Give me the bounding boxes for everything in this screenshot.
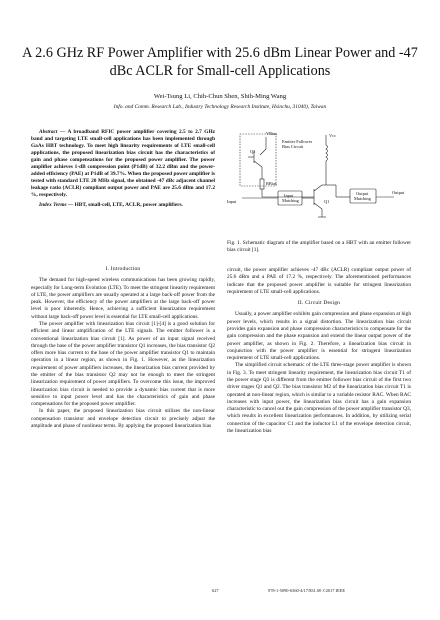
label-q2: Q2 xyxy=(250,149,256,154)
label-emitter-follower-1: Emitter Follower xyxy=(282,139,313,144)
index-terms-text: — HBT, small-cell, LTE, ACLR, power amplifiers. xyxy=(66,202,183,209)
label-input-matching-1: Input xyxy=(284,193,294,198)
section-heading-introduction: I. Introduction xyxy=(105,266,141,272)
watermark: · · · xyxy=(58,27,76,43)
left-paragraph-1: The demand for high-speed wireless communications has been growing rapidly, especially for Long-term Evolution (LTE). To meet the stringent linearity requirement of LTE, the power amplifiers are usually operated at a large back-off power from the peak. However, the efficiency of the power amplifiers at the large back-off power level is poor inherently. Hence, achieving a sufficient linearization requirement without large back-off power level is essential for LTE small-cell applications. xyxy=(31,277,215,320)
label-output-matching-1: Output xyxy=(356,191,369,196)
figure-1-schematic xyxy=(226,131,412,227)
label-input: Input xyxy=(227,199,237,204)
abstract-text: — A broadband RFIC power amplifier covering 2.5 to 2.7 GHz band and targeting LTE small-cell applications has been implemented through GaAs HBT technology. To meet high linearity requirements of LTE small-cell applications, the proposed linearization bias circuit has the characteristics of gain and phase compensations for the proposed power amplifier. The power amplifier achieves 1-dB compression point (P1dB) of 32.2 dBm and the power-added efficiency (PAE) at P1dB of 39.7%. When the proposed power amplifier is tested with standard LTE 20 MHz signal, the obtained -47 dBc adjacent channel leakage ratio (ACLR) compliant output power and PAE are 25.6 dBm and 17.2 %, respectively. xyxy=(31,129,215,199)
label-vcc: Vcc xyxy=(329,133,337,138)
label-input-matching-2: Matching xyxy=(282,198,299,203)
section-heading-circuit-design: II. Circuit Design xyxy=(297,300,341,307)
right-paragraph-2: Usually, a power amplifier exhibits gain compression and phase expansion at high power levels, which results in a signal distortion. The linearization bias circuit provides gain expansion and phase compression characteristics to compensate for the gain compression and the phase expansion and extend the linear output power of the power amplifier, as shown in Fig. 2. Therefore, a linearization bias circuit in conjunction with the power amplifier is essential for stringent linearization requirement of LTE small-cell applications. xyxy=(227,311,411,362)
label-output: Output xyxy=(392,190,405,195)
label-output-matching-2: Matching xyxy=(354,196,371,201)
index-terms xyxy=(31,202,215,209)
title-line-2: dBc ACLR for Small-cell Applications xyxy=(109,63,331,79)
label-emitter-follower-2: Bias Circuit xyxy=(282,144,304,149)
abstract-paragraph xyxy=(31,129,215,199)
left-paragraph-3: In this paper, the proposed linearization bias circuit utilizes the non-linear compensation transistor and envelope detection circuit to precisely adjust the amplitude and phase of nonlinear terms. By applying the proposed linearization bias xyxy=(31,408,215,429)
right-paragraph-3: The simplified circuit schematic of the LTE three-stage power amplifier is shown in Fig. 3. To meet stringent linearity requirement, the linearization bias circuit T1 of the power stage Q3 is different from the emitter follower bias circuit of the first two driver stages Q1 and Q2. The bias transistor M2 of the linearization bias circuit T1 is operated at non-linear region, which is similar to a variable resistor RAC. When RAC increases with input power, the linearization bias circuit has a gain expansion characteristic to cancel out the gain compression of the power amplifier transistor Q3, which results in excellent linearization performances. In addition, by utilizing serial connection of the capacitor C1 and the inductor L1 of the envelope detection circuit, the linearization bias xyxy=(227,362,411,434)
abstract-block xyxy=(31,129,215,210)
paper-authors: Wei-Tsung Li, Chih-Chun Shen, Shih-Ming Wang xyxy=(153,93,287,100)
left-column xyxy=(31,262,215,430)
title-line-1: A 2.6 GHz RF Power Amplifier with 25.6 dBm Linear Power and -47 xyxy=(22,45,418,61)
left-paragraph-2: The power amplifier with linearization bias circuit [1]-[4] is a good solution for efficient and linear amplification of the LTE signals. The emitter follower is a conventional linearization bias circuit [1]. As power of an input signal received through the base of the power amplifier transistor Q1 increases, the bias transistor Q2 offers more bias current to the base of the power amplifier transistor Q1 to maintain operation in a linear region, as shown in Fig. 1. However, as the linearization requirement of power amplifiers increases, the linearization bias current provided by the emitter of the bias transistor Q2 may not be enough to meet the stringent linearization requirement of power amplifiers. To overcome this issue, the improved linearization bias circuit is needed to provide a dynamic bias current that is more sensitive to input power level and has the characteristics of gain and phase compensations for the proposed power amplifier. xyxy=(31,320,215,408)
figure-1-caption: Fig. 1. Schematic diagram of the amplifier based on a HBT with an emitter follower bias circuit [1]. xyxy=(227,240,411,254)
label-rbias: RBias xyxy=(266,181,277,186)
right-paragraph-1: circuit, the power amplifier achieves -47 dBc (ACLR) compliant output power of 25.6 dBm and a PAE of 17.2 %, respectively. The aforementioned performances indicate that the proposed power amplifier is suitable for stringent linearization requirement of LTE small-cell applications. xyxy=(227,267,411,295)
page-number: 627 xyxy=(212,588,219,593)
paper-title xyxy=(18,44,422,80)
abstract-label: Abstract xyxy=(39,129,58,135)
right-column xyxy=(227,267,411,435)
label-vbias: VBias xyxy=(266,131,277,136)
footer-isbn: 978-1-5090-6360-4/17/$31.00 ©2017 IEEE xyxy=(268,588,346,593)
label-q1: Q1 xyxy=(324,199,330,204)
paper-affiliation: Info. and Comm. Research Lab., Industry Technology Research Institute, Hsinchu, 31040), Taiwan xyxy=(113,104,327,110)
index-terms-label: Index Terms xyxy=(39,202,67,209)
